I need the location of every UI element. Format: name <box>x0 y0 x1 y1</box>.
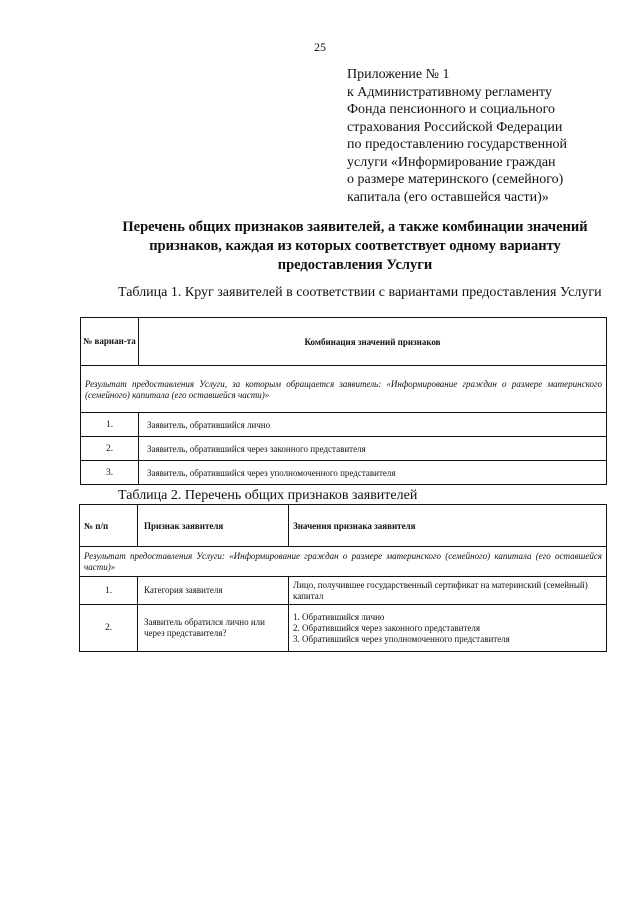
table1-caption: Таблица 1. Круг заявителей в соответствии с вариантами предоставления Услуги <box>118 285 602 300</box>
page-number: 25 <box>314 40 326 54</box>
applicants-variants-table <box>80 317 607 485</box>
table-row <box>81 461 607 485</box>
appendix-line: услуги «Информирование граждан <box>347 154 556 170</box>
table1-header-combo: Комбинация значений признаков <box>139 318 607 366</box>
table2-header-sign: Признак заявителя <box>138 505 289 547</box>
appendix-line: Фонда пенсионного и социального <box>347 102 555 117</box>
row-sign: Заявитель обратился лично или через представителя? <box>138 605 289 652</box>
appendix-line: капитала (его оставшейся части)» <box>347 189 549 205</box>
row-number: 2. <box>80 605 138 652</box>
table-row <box>81 413 607 437</box>
row-number: 1. <box>80 577 138 605</box>
value-line: 3. Обратившийся через уполномоченного представителя <box>293 633 510 644</box>
row-text: Заявитель, обратившийся через законного представителя <box>139 437 607 461</box>
applicant-signs-table <box>79 504 607 652</box>
row-sign: Категория заявителя <box>138 577 289 605</box>
appendix-line: к Административному регламенту <box>347 84 552 100</box>
appendix-line: Приложение № 1 <box>347 67 450 82</box>
table2-caption: Таблица 2. Перечень общих признаков заявителей <box>118 488 418 503</box>
table-row <box>80 577 607 605</box>
document-title: Перечень общих признаков заявителей, а также комбинации значений признаков, каждая из которых соответствует одному варианту предоставления Услуги <box>122 219 588 273</box>
appendix-line: страхования Российской Федерации <box>347 119 563 135</box>
row-values <box>289 605 607 652</box>
row-number: 1. <box>81 413 139 437</box>
row-text: Заявитель, обратившийся лично <box>139 413 607 437</box>
table1-result-row: Результат предоставления Услуги, за которым обращается заявитель: «Информирование граждан о размере материнского (семейного) капитала (его оставшейся части)» <box>81 366 607 413</box>
table1-header-num: № вариан-та <box>81 318 139 366</box>
appendix-block <box>347 66 627 206</box>
row-number: 3. <box>81 461 139 485</box>
row-number: 2. <box>81 437 139 461</box>
value-line: Лицо, получившее государственный сертификат на материнский (семейный) капитал <box>293 579 588 601</box>
table-row <box>80 605 607 652</box>
row-values <box>289 577 607 605</box>
value-line: 1. Обратившийся лично <box>293 611 385 622</box>
appendix-line: по предоставлению государственной <box>347 137 568 152</box>
table2-header-num: № п/п <box>80 505 138 547</box>
appendix-line: о размере материнского (семейного) <box>347 172 564 187</box>
row-text: Заявитель, обратившийся через уполномоченного представителя <box>139 461 607 485</box>
table-row <box>81 437 607 461</box>
table2-header-values: Значения признака заявителя <box>289 505 607 547</box>
value-line: 2. Обратившийся через законного представителя <box>293 622 480 633</box>
table2-result-row: Результат предоставления Услуги: «Информирование граждан о размере материнского (семейного) капитала (его оставшейся части)» <box>80 547 607 577</box>
